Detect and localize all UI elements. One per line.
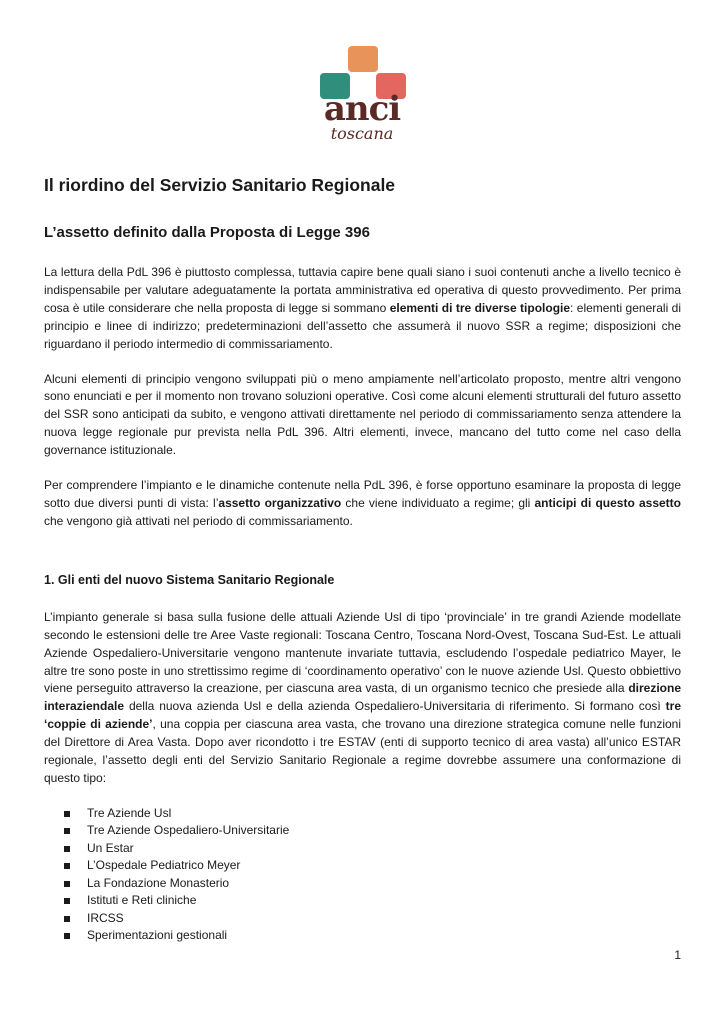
paragraph-elements: Alcuni elementi di principio vengono sviluppati più o meno ampiamente nell’articolato proposto, mentre altri vengono sono enunciati e per il momento non trovano soluzioni operative. Così come alcuni elementi strutturali del futuro assetto del SSR sono anticipati da subito, e vengono attivati direttamente nel periodo di commissariamento senza attendere la nuova legge regionale pur prevista nella PdL 396. Altri elementi, invece, mancano del tutto come nel caso della governance istituzionale. <box>44 371 681 458</box>
logo-wordmark: anci <box>323 89 401 129</box>
bold-phrase: direzione interaziendale <box>44 681 681 714</box>
list-item: Istituti e Reti cliniche <box>44 892 681 910</box>
paragraph-enti: L’impianto generale si basa sulla fusione delle attuali Aziende Usl di tipo ‘provinciale’ in tre grandi Aziende modellate secondo le estensioni delle tre Aree Vaste regionali: Toscana Centro, Toscana Nord-Ovest, Toscana Sud-Est. Le attuali Aziende Ospedaliero-Universitarie vengono mantenute invariate tuttavia, escludendo l’ospedale pediatrico Mayer, le altre tre sono poste in uno strettissimo regime di ‘coordinamento operativo’ con le nuove aziende Usl. Questo obbiettivo viene perseguito attraverso la creazione, per ciascuna area vasta, di un organismo tecnico che presiede alla direzione interaziendale della nuova azienda Usl e della azienda Ospedaliero-Universitaria di riferimento. Si formano così tre ‘coppie di aziende’, una coppia per ciascuna area vasta, che trovano una direzione strategica comune nelle funzioni del Direttore di Area Vasta. Dopo aver ricondotto i tre ESTAV (enti di supporto tecnico di area vasta) all’unico ESTAR regionale, l’assetto degli enti del Servizio Sanitario Regionale a regime dovrebbe assumere una conformazione di questo tipo: <box>44 609 682 785</box>
document-title: Il riordino del Servizio Sanitario Regionale <box>44 175 396 195</box>
bullet-icon <box>64 933 70 939</box>
logo-subtitle: toscana <box>330 124 394 143</box>
bullet-icon <box>64 811 70 817</box>
enti-list <box>44 805 681 945</box>
document-subtitle: L’assetto definito dalla Proposta di Legge 396 <box>44 224 370 241</box>
list-item: Un Estar <box>44 840 681 858</box>
list-item: Sperimentazioni gestionali <box>44 927 681 945</box>
bullet-icon <box>64 863 70 869</box>
list-item: Tre Aziende Ospedaliero-Universitarie <box>44 822 681 840</box>
paragraph-viewpoints: Per comprendere l’impianto e le dinamiche contenute nella PdL 396, è forse opportuno esaminare la proposta di legge sotto due diversi punti di vista: l’assetto organizzativo che viene individuato a regime; gli anticipi di questo assetto che vengono già attivati nel periodo di commissariamento. <box>44 478 681 528</box>
list-item: La Fondazione Monasterio <box>44 875 681 893</box>
list-item: L’Ospedale Pediatrico Meyer <box>44 857 681 875</box>
bold-phrase: elementi di tre diverse tipologie <box>389 300 571 315</box>
bullet-icon <box>64 916 70 922</box>
page-number: 1 <box>674 948 681 962</box>
bullet-icon <box>64 828 70 834</box>
bold-phrase: assetto organizzativo <box>218 495 342 510</box>
section-heading: 1. Gli enti del nuovo Sistema Sanitario Regionale <box>44 572 335 587</box>
logo-square-orange <box>348 46 378 72</box>
document-body <box>44 172 681 945</box>
bullet-icon <box>64 898 70 904</box>
anci-toscana-logo <box>312 42 412 152</box>
list-item: Tre Aziende Usl <box>44 805 681 823</box>
bold-phrase: tre ‘coppie di aziende’ <box>44 699 681 732</box>
list-item: IRCSS <box>44 910 681 928</box>
paragraph-intro: La lettura della PdL 396 è piuttosto complessa, tuttavia capire bene quali siano i suoi contenuti anche a livello tecnico è indispensabile per valutare adeguatamente la portata amministrativa ed operativa di questo provvedimento. Per prima cosa è utile considerare che nella proposta di legge si sommano elementi di tre diverse tipologie: elementi generali di principio e linee di indirizzo; predeterminazioni dell’assetto che assumerà il nuovo SSR a regime; disposizioni che riguardano il periodo intermedio di commissariamento. <box>44 265 682 351</box>
bullet-icon <box>64 846 70 852</box>
bullet-icon <box>64 881 70 887</box>
bold-phrase: anticipi di questo assetto <box>534 495 681 510</box>
